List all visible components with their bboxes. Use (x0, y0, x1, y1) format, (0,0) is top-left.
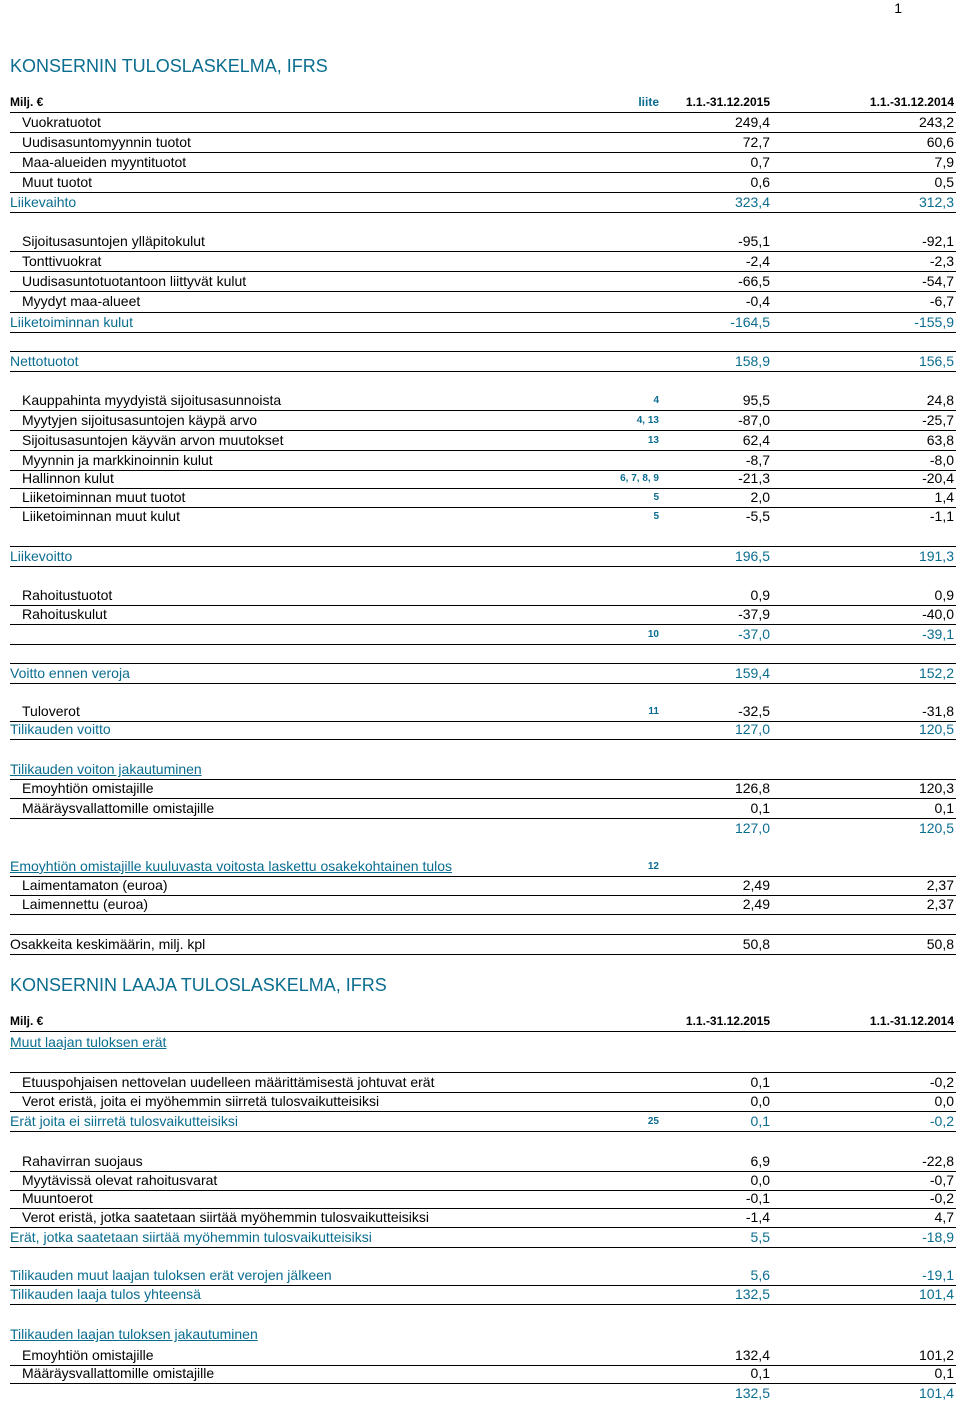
value-2015: 5,6 (750, 1267, 770, 1283)
value-2014: 191,3 (918, 548, 954, 564)
value-2015: 132,5 (734, 1385, 770, 1401)
liiketoiminnan-kulut-row (10, 312, 956, 333)
row-label: Liikevoitto (10, 548, 73, 564)
row-label: Vuokratuotot (22, 114, 101, 130)
subtotal-row (10, 818, 956, 838)
row-note: 4 (653, 395, 659, 406)
value-2015: -37,9 (738, 606, 770, 622)
row-label: Liiketoiminnan kulut (10, 314, 133, 330)
tilikauden-laajan-tuloksen-jakautuminen-row (10, 1325, 956, 1344)
row-note: 5 (653, 492, 659, 503)
uudisasuntotuotantoon-liittyvat-kulut-row (10, 272, 956, 292)
value-2015: 0,6 (750, 174, 770, 190)
value-2014: -25,7 (922, 412, 954, 428)
value-2014: -1,1 (929, 508, 954, 524)
value-2015: 0,1 (750, 1074, 770, 1090)
row-label: Tilikauden voitto (10, 721, 111, 737)
row-label: Kauppahinta myydyistä sijoitusasunnoista (22, 392, 282, 408)
value-2014: 156,5 (918, 353, 954, 369)
value-2014: -0,2 (929, 1190, 954, 1206)
laimentamaton-euroa-row (10, 876, 956, 896)
verot-erista-jotka-saatetaan-siirtaa-myo-row (10, 1208, 956, 1227)
value-2015: 0,0 (750, 1093, 770, 1109)
row-label: Emoyhtiön omistajille kuuluvasta voitosta laskettu osakekohtainen tulos (10, 858, 453, 874)
tilikauden-voitto-row (10, 720, 956, 740)
row-note: 12 (647, 861, 659, 872)
subtotal-row (10, 624, 956, 645)
value-2014: 101,4 (918, 1385, 954, 1401)
verot-erista-joita-ei-myohemmin-siirreta-row (10, 1092, 956, 1111)
row-label: Myytyjen sijoitusasuntojen käypä arvo (22, 412, 258, 428)
value-2015: 2,0 (750, 489, 770, 505)
sijoitusasuntojen-yllapitokulut-row (10, 232, 956, 252)
value-2015: -37,0 (738, 626, 770, 642)
tilikauden-muut-laajan-tuloksen-erat-ver-row (10, 1266, 956, 1286)
value-2014: 60,6 (926, 134, 954, 150)
value-2015: -95,1 (738, 233, 770, 249)
row-label: Tilikauden laaja tulos yhteensä (10, 1286, 201, 1302)
row-label: Sijoitusasuntojen ylläpitokulut (22, 233, 205, 249)
row-label: Erät joita ei siirretä tulosvaikutteisiksi (10, 1113, 238, 1129)
value-2015: 72,7 (742, 134, 770, 150)
value-2015: -164,5 (730, 314, 770, 330)
erat-joita-ei-siirreta-tulosvaikutteisik-row (10, 1111, 956, 1132)
row-note: 4, 13 (636, 415, 659, 426)
liiketoiminnan-muut-tuotot-row (10, 488, 956, 508)
row-label: Tuloverot (22, 703, 80, 719)
row-label: Myytävissä olevat rahoitusvarat (22, 1172, 218, 1188)
row-label: Myydyt maa-alueet (22, 293, 141, 309)
liiketoiminnan-muut-kulut-row (10, 507, 956, 526)
value-2015: -2,4 (745, 253, 770, 269)
note-header: liite (638, 95, 659, 109)
col-2015-header: 1.1.-31.12.2015 (685, 1014, 770, 1028)
row-label: Myynnin ja markkinoinnin kulut (22, 452, 213, 468)
comprehensive-title: KONSERNIN LAAJA TULOSLASKELMA, IFRS (10, 975, 387, 995)
muut-tuotot-row (10, 173, 956, 192)
value-2014: 24,8 (926, 392, 954, 408)
value-2014: 7,9 (934, 154, 954, 170)
row-label: Tilikauden laajan tuloksen jakautuminen (10, 1326, 258, 1342)
row-label: Maa-alueiden myyntituotot (22, 154, 187, 170)
row-label: Tonttivuokrat (22, 253, 102, 269)
value-2015: 127,0 (734, 820, 770, 836)
emoyhtion-omistajille-kuuluvasta-voitost-row (10, 857, 956, 877)
row-label: Voitto ennen veroja (10, 665, 130, 681)
value-2015: 196,5 (734, 548, 770, 564)
value-2015: 127,0 (734, 721, 770, 737)
value-2015: 0,1 (750, 800, 770, 816)
maaraysvallattomille-omistajille-row (10, 799, 956, 818)
value-2014: -40,0 (922, 606, 954, 622)
value-2014: -92,1 (922, 233, 954, 249)
value-2014: 0,9 (934, 587, 954, 603)
value-2015: 62,4 (742, 432, 770, 448)
value-2015: 6,9 (750, 1153, 770, 1169)
tilikauden-voiton-jakautuminen-row (10, 760, 956, 780)
value-2014: -0,2 (929, 1074, 954, 1090)
value-2014: 1,4 (934, 489, 954, 505)
value-2014: 4,7 (934, 1209, 954, 1225)
value-2015: -0,1 (745, 1190, 770, 1206)
value-2014: 312,3 (918, 194, 954, 210)
value-2015: 95,5 (742, 392, 770, 408)
voitto-ennen-veroja-row (10, 663, 956, 684)
row-label: Määräysvallattomille omistajille (22, 800, 215, 816)
col-2014-header: 1.1.-31.12.2014 (869, 95, 954, 109)
value-2014: -31,8 (922, 703, 954, 719)
liikevaihto-row (10, 192, 956, 213)
osakkeita-keskimaarin-milj-kpl-row (10, 934, 956, 955)
row-note: 11 (648, 706, 659, 717)
maa-alueiden-myyntituotot-row (10, 153, 956, 173)
value-2014: -0,7 (929, 1172, 954, 1188)
value-2015: 0,1 (750, 1365, 770, 1381)
value-2015: -21,3 (738, 470, 770, 486)
value-2015: 126,8 (734, 780, 770, 796)
value-2014: -0,2 (929, 1113, 954, 1129)
row-label: Määräysvallattomille omistajille (22, 1365, 215, 1381)
tuloverot-row (10, 702, 956, 722)
value-2014: 101,4 (918, 1286, 954, 1302)
emoyhtion-omistajille-row (10, 1346, 956, 1366)
sijoitusasuntojen-kayvan-arvon-muutokset-row (10, 431, 956, 451)
row-label: Liikevaihto (10, 194, 77, 210)
row-note: 6, 7, 8, 9 (620, 473, 659, 484)
row-label: Tilikauden muut laajan tuloksen erät verojen jälkeen (10, 1267, 332, 1283)
row-note: 13 (647, 435, 659, 446)
row-label: Osakkeita keskimäärin, milj. kpl (10, 936, 206, 952)
row-label: Laimentamaton (euroa) (22, 877, 168, 893)
value-2014: 63,8 (926, 432, 954, 448)
liikevoitto-row (10, 546, 956, 567)
nettotuotot-row (10, 351, 956, 372)
value-2014: -8,0 (929, 452, 954, 468)
row-label: Liiketoiminnan muut kulut (22, 508, 180, 524)
value-2015: 2,49 (742, 896, 770, 912)
value-2015: 0,0 (750, 1172, 770, 1188)
row-label: Emoyhtiön omistajille (22, 780, 154, 796)
income-header (10, 93, 956, 113)
row-label: Emoyhtiön omistajille (22, 1347, 154, 1363)
value-2014: -19,1 (922, 1267, 954, 1283)
value-2015: -5,5 (745, 508, 770, 524)
row-note: 5 (653, 511, 659, 522)
value-2014: 120,5 (918, 820, 954, 836)
value-2015: -32,5 (738, 703, 770, 719)
row-label: Rahoitustuotot (22, 587, 113, 603)
income-title: KONSERNIN TULOSLASKELMA, IFRS (10, 56, 328, 76)
value-2015: 5,5 (750, 1229, 770, 1245)
myydyt-maa-alueet-row (10, 292, 956, 311)
tonttivuokrat-row (10, 252, 956, 272)
row-label: Tilikauden voiton jakautuminen (10, 761, 202, 777)
value-2014: -18,9 (922, 1229, 954, 1245)
value-2015: 0,7 (750, 154, 770, 170)
subtotal-row (10, 1383, 956, 1403)
value-2015: -1,4 (745, 1209, 770, 1225)
rahoituskulut-row (10, 605, 956, 624)
row-label: Nettotuotot (10, 353, 79, 369)
row-label: Liiketoiminnan muut tuotot (22, 489, 186, 505)
value-2014: 2,37 (926, 877, 954, 893)
rahoitustuotot-row (10, 586, 956, 606)
muut-laajan-tuloksen-erat-row (10, 1033, 956, 1052)
row-label: Verot eristä, joita ei myöhemmin siirretä tulosvaikutteisiksi (22, 1093, 380, 1109)
value-2014: 120,5 (918, 721, 954, 737)
row-label: Uudisasuntomyynnin tuotot (22, 134, 191, 150)
value-2015: 159,4 (734, 665, 770, 681)
row-note: 10 (647, 629, 659, 640)
value-2015: 132,4 (734, 1347, 770, 1363)
emoyhtion-omistajille-row (10, 779, 956, 799)
col-2015-header: 1.1.-31.12.2015 (685, 95, 770, 109)
myynnin-ja-markkinoinnin-kulut-row (10, 451, 956, 471)
value-2015: 0,9 (750, 587, 770, 603)
value-2014: -6,7 (929, 293, 954, 309)
tilikauden-laaja-tulos-yhteensa-row (10, 1285, 956, 1305)
value-2015: 2,49 (742, 877, 770, 893)
value-2014: -39,1 (922, 626, 954, 642)
myytavissa-olevat-rahoitusvarat-row (10, 1171, 956, 1191)
unit-label: Milj. € (10, 95, 44, 109)
value-2014: -155,9 (914, 314, 954, 330)
maaraysvallattomille-omistajille-row (10, 1364, 956, 1383)
row-note: 25 (647, 1116, 659, 1127)
row-label: Etuuspohjaisen nettovelan uudelleen määrittämisestä johtuvat erät (22, 1074, 435, 1090)
value-2015: -8,7 (745, 452, 770, 468)
value-2014: 0,5 (934, 174, 954, 190)
value-2014: 0,1 (934, 1365, 954, 1381)
row-label: Muut tuotot (22, 174, 93, 190)
value-2015: 50,8 (742, 936, 770, 952)
value-2014: 50,8 (926, 936, 954, 952)
value-2014: 2,37 (926, 896, 954, 912)
myytyjen-sijoitusasuntojen-kaypa-arvo-row (10, 411, 956, 431)
vuokratuotot-row (10, 113, 956, 133)
rahavirran-suojaus-row (10, 1152, 956, 1172)
value-2014: -20,4 (922, 470, 954, 486)
row-label: Erät, jotka saatetaan siirtää myöhemmin tulosvaikutteisiksi (10, 1229, 372, 1245)
value-2014: 0,1 (934, 800, 954, 816)
value-2014: 152,2 (918, 665, 954, 681)
row-label: Rahoituskulut (22, 606, 107, 622)
row-label: Rahavirran suojaus (22, 1153, 143, 1169)
value-2015: 158,9 (734, 353, 770, 369)
row-label: Uudisasuntotuotantoon liittyvät kulut (22, 273, 247, 289)
value-2015: 0,1 (750, 1113, 770, 1129)
value-2014: 243,2 (918, 114, 954, 130)
value-2015: 132,5 (734, 1286, 770, 1302)
laimennettu-euroa-row (10, 895, 956, 915)
row-label: Muut laajan tuloksen erät (10, 1034, 167, 1050)
value-2014: 101,2 (918, 1347, 954, 1363)
page-number: 1 (894, 0, 902, 16)
value-2015: 323,4 (734, 194, 770, 210)
uudisasuntomyynnin-tuotot-row (10, 133, 956, 153)
value-2015: 249,4 (734, 114, 770, 130)
value-2014: -2,3 (929, 253, 954, 269)
value-2015: -0,4 (745, 293, 770, 309)
unit-label: Milj. € (10, 1014, 44, 1028)
value-2014: 0,0 (934, 1093, 954, 1109)
row-label: Sijoitusasuntojen käyvän arvon muutokset (22, 432, 284, 448)
hallinnon-kulut-row (10, 469, 956, 489)
value-2014: -54,7 (922, 273, 954, 289)
row-label: Verot eristä, jotka saatetaan siirtää myöhemmin tulosvaikutteisiksi (22, 1209, 429, 1225)
etuuspohjaisen-nettovelan-uudelleen-maar-row (10, 1072, 956, 1093)
erat-jotka-saatetaan-siirtaa-myohemmin-t-row (10, 1227, 956, 1248)
kauppahinta-myydyista-sijoitusasunnoista-row (10, 391, 956, 411)
value-2015: -87,0 (738, 412, 770, 428)
row-label: Muuntoerot (22, 1190, 93, 1206)
muuntoerot-row (10, 1189, 956, 1209)
value-2014: -22,8 (922, 1153, 954, 1169)
row-label: Laimennettu (euroa) (22, 896, 149, 912)
comprehensive-header (10, 1012, 956, 1032)
value-2014: 120,3 (918, 780, 954, 796)
col-2014-header: 1.1.-31.12.2014 (869, 1014, 954, 1028)
row-label: Hallinnon kulut (22, 470, 114, 486)
value-2015: -66,5 (738, 273, 770, 289)
